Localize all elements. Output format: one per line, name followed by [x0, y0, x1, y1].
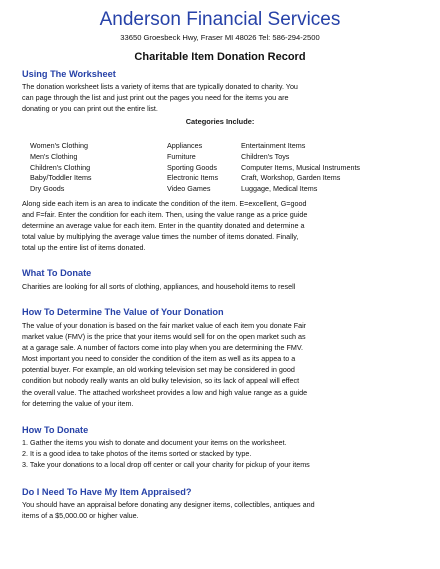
- category-item: Children's Toys: [241, 151, 290, 161]
- paragraph-using-worksheet: [22, 81, 422, 114]
- category-item: Children's Clothing: [30, 162, 91, 172]
- heading-how-to-donate: How To Donate: [22, 425, 89, 435]
- list-item: 2. It is a good idea to take photos of the items sorted or stacked by type.: [22, 449, 252, 459]
- categories-heading: Categories Include:: [185, 117, 255, 126]
- category-item: Video Games: [167, 184, 211, 194]
- text-line: items of a $5,000.00 or higher value.: [22, 511, 139, 521]
- text-line: The value of your donation is based on the fair market value of each item you donate Fair: [22, 321, 307, 330]
- category-item: Entertainment Items: [241, 141, 306, 150]
- list-item: 3. Take your donations to a local drop off center or call your charity for pickup of your items: [22, 460, 310, 470]
- text-line: market value (FMV) is the price that your items would sell for on the open market such as: [22, 332, 306, 342]
- text-line: at a garage sale. A number of factors come into play when you are determining the FMV.: [22, 343, 304, 353]
- text-line: total value by multiplying the average value times the number of items donated. Finally,: [22, 232, 299, 242]
- text-line: Along side each item is an area to indicate the condition of the item. E=excellent, G=good: [22, 199, 307, 208]
- list-how-to-donate: [22, 437, 422, 470]
- heading-what-to-donate: What To Donate: [22, 268, 92, 278]
- text-line: can page through the list and just print out the pages you need for the items you are: [22, 93, 289, 103]
- text-line: Most important you need to consider the condition of the item as well as its appea to a: [22, 354, 296, 364]
- text-line: total up the entire list of items donated.: [22, 243, 146, 253]
- text-line: condition but nobody really wants an old bulky television, so its lack of appeal will effect: [22, 376, 300, 386]
- category-item: Appliances: [167, 141, 203, 150]
- category-item: Baby/Toddler Items: [30, 173, 92, 183]
- category-item: Computer Items, Musical Instruments: [241, 162, 361, 172]
- paragraph-what-to-donate: [22, 281, 422, 292]
- company-name: Anderson Financial Services: [99, 9, 341, 30]
- categories-column-3: [241, 141, 360, 195]
- text-line: donating or you can print out the entire list.: [22, 104, 158, 114]
- company-address: 33650 Groesbeck Hwy, Fraser MI 48026 Tel: 586-294-2500: [120, 33, 320, 42]
- category-item: Craft, Workshop, Garden Items: [241, 173, 341, 183]
- heading-appraisal: Do I Need To Have My Item Appraised?: [22, 487, 192, 497]
- category-item: Men's Clothing: [30, 151, 78, 161]
- list-item: 1. Gather the items you wish to donate and document your items on the worksheet.: [22, 438, 287, 447]
- categories-column-1: [30, 141, 92, 195]
- text-line: for deterring the value of your item.: [22, 398, 134, 408]
- category-item: Sporting Goods: [167, 162, 217, 172]
- category-item: Furniture: [167, 151, 196, 161]
- paragraph-condition: [22, 198, 422, 253]
- categories-column-2: [167, 141, 218, 195]
- category-item: Dry Goods: [30, 184, 65, 194]
- paragraph-determine-value: [22, 320, 422, 409]
- document-title: Charitable Item Donation Record: [134, 51, 306, 63]
- category-item: Luggage, Medical Items: [241, 184, 318, 194]
- text-line: the overall value. The attached worksheet provides a low and high value range as a guide: [22, 387, 308, 397]
- category-item: Women's Clothing: [30, 141, 88, 150]
- text-line: Charities are looking for all sorts of clothing, appliances, and household items to resell: [22, 282, 296, 291]
- category-item: Electronic Items: [167, 173, 219, 183]
- text-line: You should have an appraisal before donating any designer items, collectibles, antiques and: [22, 500, 315, 509]
- text-line: and F=fair. Enter the condition for each item. Then, using the value range as a price guide: [22, 210, 308, 220]
- text-line: determine an average value for each item. Enter in the quantity donated and determine a: [22, 221, 305, 231]
- text-line: The donation worksheet lists a variety of items that are typically donated to charity. You: [22, 82, 298, 91]
- paragraph-appraisal: [22, 499, 422, 521]
- heading-using-worksheet: Using The Worksheet: [22, 69, 116, 79]
- heading-determine-value: How To Determine The Value of Your Donation: [22, 307, 224, 317]
- text-line: potential buyer. For example, an old working television set may be considered in good: [22, 365, 295, 375]
